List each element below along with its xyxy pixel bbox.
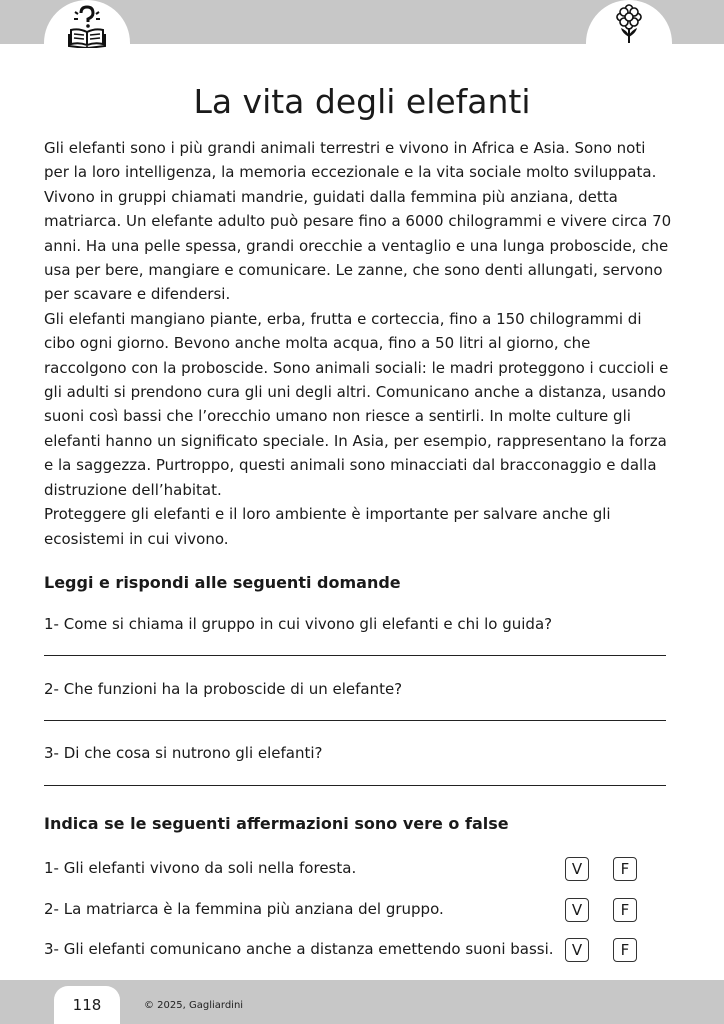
true-false-heading: Indica se le seguenti affermazioni sono vere o false	[44, 814, 509, 833]
page-number: 118	[72, 996, 102, 1014]
book-question-icon	[66, 4, 108, 48]
paragraph: Gli elefanti sono i più grandi animali terrestri e vivono in Africa e Asia. Sono noti per la loro intelligenza, la memoria eccezionale e la vita sociale molto sviluppata. Vivono in gruppi chiamati mandrie, guidati dalla femmina più anziana, detta matriarca. Un elefante adulto può pesare fino a 6000 chilogrammi e vivere circa 70 anni. Ha una pelle spessa, grandi orecchie a ventaglio e una lunga proboscide, che usa per bere, mangiare e comunicare. Le zanne, che sono denti allungati, servono per scavare e difendersi.	[44, 139, 672, 304]
statement-1: 1- Gli elefanti vivono da soli nella foresta.	[44, 859, 357, 877]
question-1: 1- Come si chiama il gruppo in cui vivono gli elefanti e chi lo guida?	[44, 615, 553, 633]
answer-line-3[interactable]	[44, 785, 666, 786]
paragraph: Proteggere gli elefanti e il loro ambiente è importante per salvare anche gli ecosistemi in cui vivono.	[44, 505, 611, 548]
true-box-1[interactable]: V	[565, 857, 589, 881]
questions-heading: Leggi e rispondi alle seguenti domande	[44, 573, 401, 592]
paragraph: Gli elefanti mangiano piante, erba, frutta e corteccia, fino a 150 chilogrammi di cibo ogni giorno. Bevono anche molta acqua, fino a 50 litri al giorno, che raccolgono con la proboscide. Sono animali sociali: le madri proteggono i cuccioli e gli adulti si prendono cura gli uni degli altri. Comunicano anche a distanza, usando suoni così bassi che l’orecchio umano non riesce a sentirli. In molte culture gli elefanti hanno un significato speciale. In Asia, per esempio, rappresentano la forza e la saggezza. Purtroppo, questi animali sono minacciati dal bracconaggio e dalla distruzione dell’habitat.	[44, 309, 669, 499]
article-body	[44, 136, 674, 551]
answer-line-2[interactable]	[44, 720, 666, 721]
flower-icon	[614, 4, 644, 44]
statement-2: 2- La matriarca è la femmina più anziana del gruppo.	[44, 900, 444, 918]
question-3: 3- Di che cosa si nutrono gli elefanti?	[44, 744, 323, 762]
true-box-3[interactable]: V	[565, 938, 589, 962]
statement-3: 3- Gli elefanti comunicano anche a distanza emettendo suoni bassi.	[44, 940, 554, 958]
false-box-2[interactable]: F	[613, 898, 637, 922]
copyright-notice: © 2025, Gagliardini	[144, 1000, 244, 1011]
true-box-2[interactable]: V	[565, 898, 589, 922]
answer-line-1[interactable]	[44, 655, 666, 656]
page-title: La vita degli elefanti	[193, 82, 531, 121]
question-2: 2- Che funzioni ha la proboscide di un elefante?	[44, 680, 403, 698]
false-box-3[interactable]: F	[613, 938, 637, 962]
false-box-1[interactable]: F	[613, 857, 637, 881]
